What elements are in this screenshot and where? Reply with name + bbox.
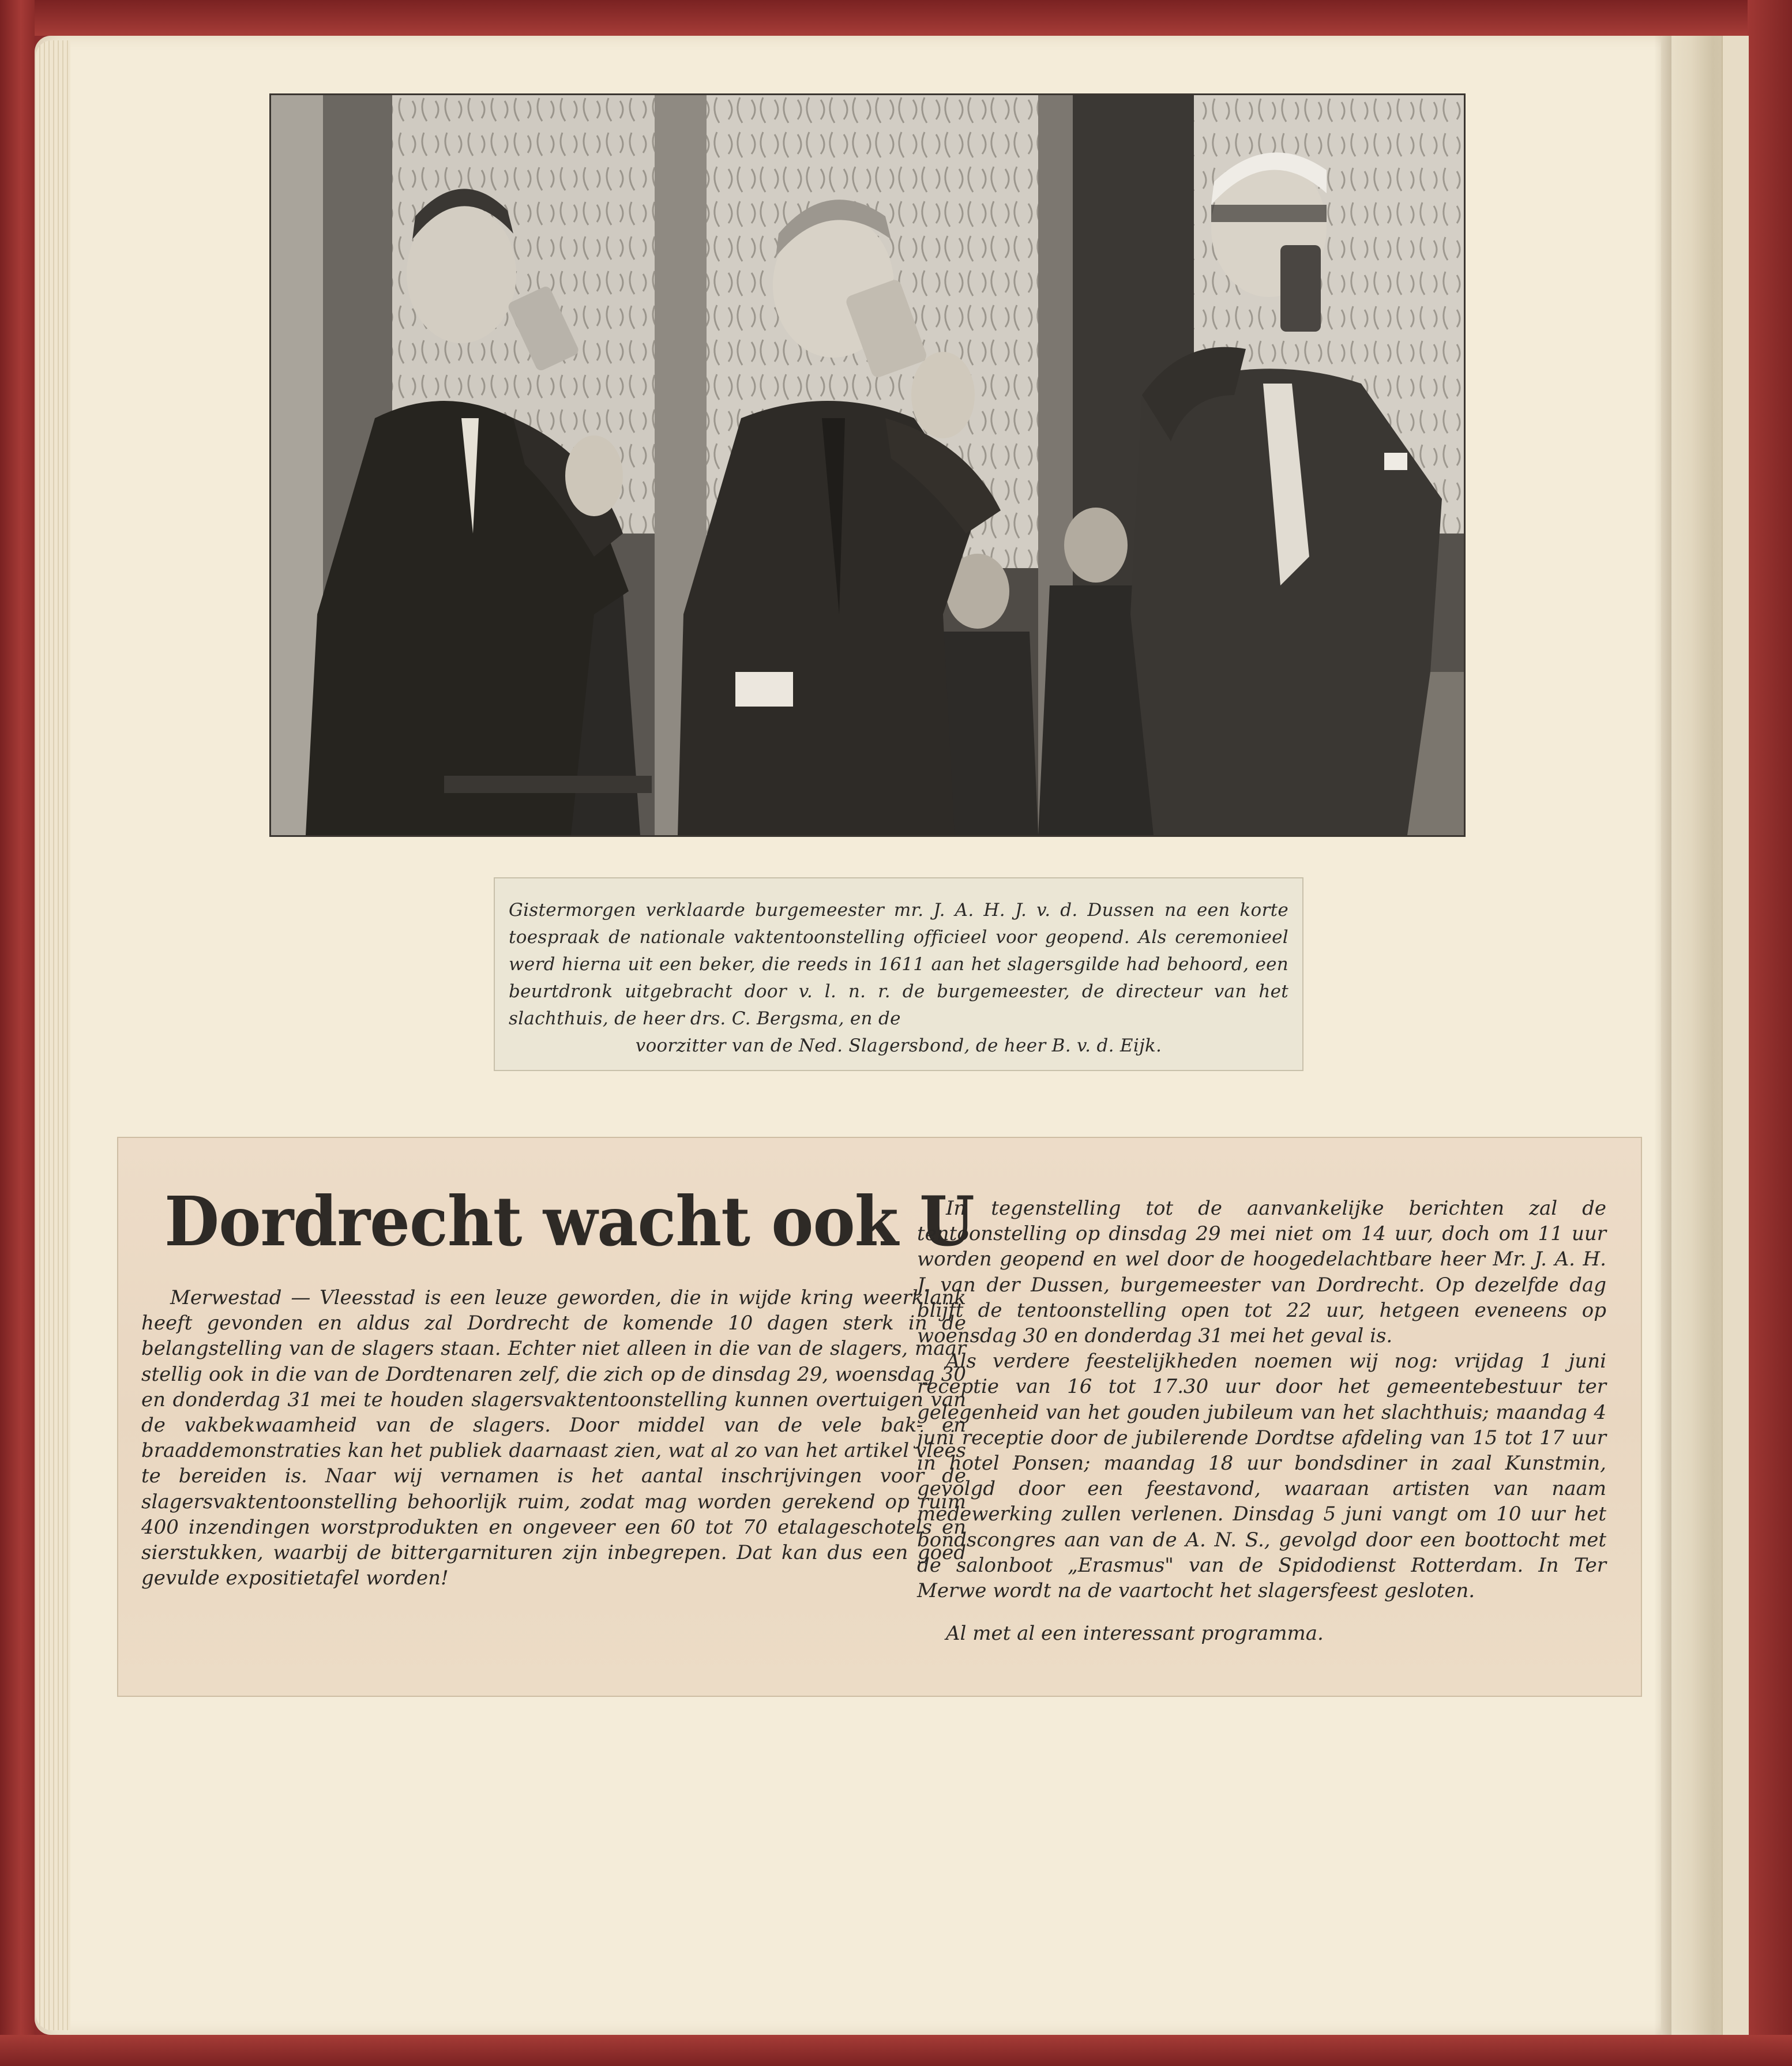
photo-caption-clipping xyxy=(495,878,1302,1070)
article-clipping xyxy=(118,1138,1641,1696)
album-cover-bottom xyxy=(0,2035,1792,2066)
article-paragraph: Merwestad — Vleesstad is een leuze geworden, die in wijde kring weerklank heeft gevonden en aldus zal Dordrecht de komende 10 dagen sterk in de belangstelling van de slagers staan. Echter niet alleen in die van de slagers, maar stellig ook in die van de Dordtenaren zelf, die zich op de dinsdag 29, woensdag 30 en donderdag 31 mei te houden slagersvaktentoonstelling kunnen overtuigen van de vakbekwaamheid van de slagers. Door middel van de vele bak- en braaddemonstraties kan het publiek daarnaast zien, wat al zo van het artikel vlees te bereiden is. Naar wij vernamen is het aantal inschrijvingen voor de slagersvaktentoonstelling behoorlijk ruim, zodat mag worden gerekend op ruim 400 inzendingen worstprodukten en ongeveer een 60 tot 70 etalageschotels en sierstukken, waarbij de bittergarnituren zijn inbegrepen. Dat kan dus een goed gevulde expositietafel worden! xyxy=(141,1286,966,1590)
article-paragraph: Als verdere feestelijkheden noemen wij nog: vrijdag 1 juni receptie van 16 tot 17.30 uur door het gemeentebestuur ter gelegenheid van het gouden jubileum van het slachthuis; maandag 4 juni receptie door de jubilerende Dordtse afdeling van 15 tot 17 uur in hotel Ponsen; maandag 18 uur bondsdiner in zaal Kunstmin, gevolgd door een feestavond, waaraan artisten van naam medewerking zullen verlenen. Dinsdag 5 juni vangt om 10 uur het bondscongres aan van de A. N. S., gevolgd door een boottocht met de salonboot „Erasmus" van de Spidodienst Rotterdam. In Ter Merwe wordt na de vaartocht het slagersfeest gesloten. xyxy=(917,1350,1606,1603)
article-right-column xyxy=(917,1196,1606,1646)
photo-panel-1 xyxy=(271,95,655,835)
photo-caption xyxy=(509,897,1288,1060)
gutter-shadow xyxy=(1654,36,1671,2035)
article-left-column xyxy=(141,1285,966,1591)
page-stack-edges xyxy=(36,40,70,2030)
album-cover-right xyxy=(1748,0,1792,2066)
man-drinking-1-photo xyxy=(271,95,655,835)
photo-strip xyxy=(271,95,1464,835)
caption-body: Gistermorgen verklaarde burgemeester mr. J. A. H. J. v. d. Dussen na een korte toespraak de nationale vaktentoonstelling officieel voor geopend. Als ceremonieel werd hierna uit een beker, die reeds in 1611 aan het slagersgilde had behoord, een beurtdronk uitgebracht door v. l. n. r. de burgemeester, de directeur van het slachthuis, de heer drs. C. Bergsma, en de xyxy=(509,900,1288,1029)
album-cover-top xyxy=(0,0,1792,36)
next-page-edge xyxy=(1722,36,1749,2035)
article-headline: Dordrecht wacht ook U xyxy=(164,1181,974,1261)
album-cover-left xyxy=(0,0,35,2066)
man-drinking-2-photo xyxy=(655,95,1038,835)
article-closing-line: Al met al een interessant programma. xyxy=(946,1622,1324,1646)
man-drinking-3-photo xyxy=(1038,95,1464,835)
caption-last-line: voorzitter van de Ned. Slagersbond, de heer B. v. d. Eijk. xyxy=(635,1035,1162,1056)
photo-panel-3 xyxy=(1038,95,1464,835)
photo-panel-2 xyxy=(655,95,1038,835)
article-paragraph: In tegenstelling tot de aanvankelijke berichten zal de tentoonstelling op dinsdag 29 mei niet om 14 uur, doch om 11 uur worden geopend en wel door de hoogedelachtbare heer Mr. J. A. H. J. van der Dussen, burgemeester van Dordrecht. Op dezelfde dag blijft de tentoonstelling open tot 22 uur, hetgeen eveneens op woensdag 30 en donderdag 31 mei het geval is. xyxy=(917,1197,1606,1348)
